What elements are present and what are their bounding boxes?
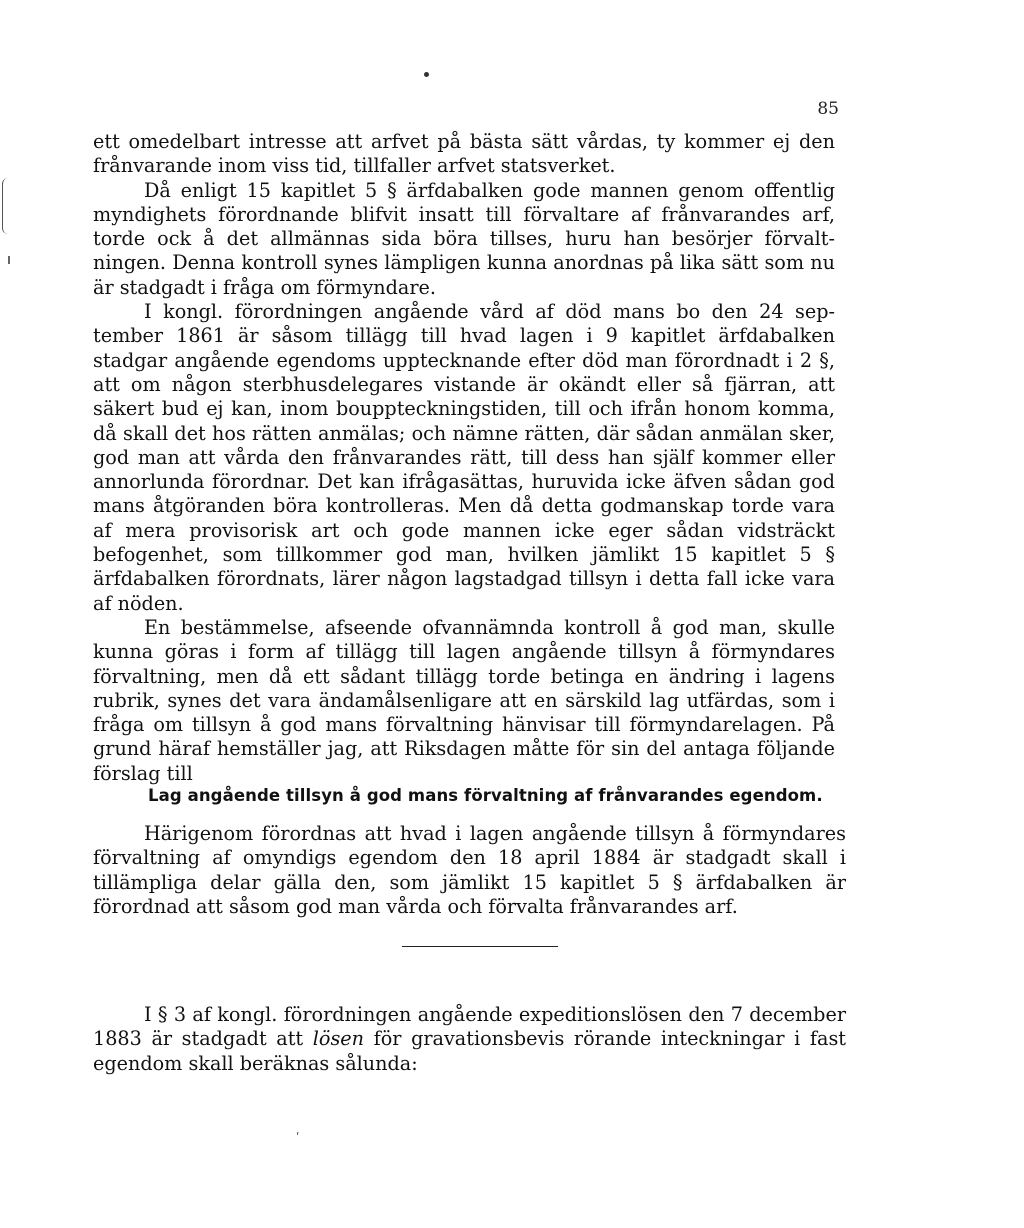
paragraph-1: ett omedelbart intresse att arfvet på bästa sätt vårdas, ty kommer ej den frånvarande inom viss tid, tillfaller arfvet statsverket.: [93, 130, 835, 178]
law-title: Lag angående tillsyn å god mans förvaltning af frånvarandes egendom.: [148, 786, 823, 805]
fee-section: [93, 1003, 846, 1076]
section-divider: [402, 946, 558, 947]
fee-text-after: för gravationsbevis rörande inteckningar i fast egendom skall beräknas sålunda:: [93, 1027, 847, 1075]
main-text: [93, 130, 835, 786]
margin-tick-mark: [8, 256, 10, 264]
paragraph-4: En bestämmelse, afseende ofvannämnda kontroll å god man, skulle kunna göras i form af tillägg till lagen angående tillsyn å förmyndares förvaltning, men då ett sådant tillägg torde betinga en ändring i lagens rubrik, synes det vara ändamålsenligare att en särskild lag utfärdas, som i fråga om tillsyn å god mans förvaltning hänvisar till förmyndarelagen. På grund häraf hemställer jag, att Riksdagen måtte för sin del antaga följande förslag till: [93, 615, 835, 785]
paragraph-3: I kongl. förordningen angående vård af död mans bo den 24 september 1861 är såsom tillägg till hvad lagen i 9 kapitlet ärfdabalken stadgar angående egendoms upptecknande efter död man förordnadt i 2 §, att om någon sterbhusdelegares vistande är okändt eller så fjärran, att säkert bud ej kan, inom bouppteckningstiden, till och ifrån honom komma, då skall det hos rätten anmälas; och nämne rätten, där sådan anmälan sker, god man att vårda den frånvarandes rätt, till dess han själf kommer eller annorlunda förordnar. Det kan ifrågasättas, huruvida icke äfven sådan god mans åtgöranden böra kontrolleras. Men då detta godmanskap torde vara af mera provisorisk art och gode mannen icke eger sådan vidsträckt befogenhet, som tillkommer god man, hvilken jämlikt 15 kapitlet 5 § ärfdabalken förordnats, lärer någon lagstadgad tillsyn i detta fall icke vara af nöden.: [93, 300, 835, 615]
fee-text-italic: lösen: [312, 1027, 365, 1051]
page-number: 85: [817, 99, 839, 119]
law-body: Härigenom förordnas att hvad i lagen angående tillsyn å förmyndares förvaltning af omyndigs egendom den 18 april 1884 är stadgadt skall i tillämpliga delar gälla den, som jämlikt 15 kapitlet 5 § ärfdabalken är förordnad att såsom god man vårda och förvalta frånvarandes arf.: [93, 822, 846, 918]
paragraph-2: Då enligt 15 kapitlet 5 § ärfdabalken gode mannen genom offentlig myndighets förordnande blifvit insatt till förvaltare af frånvarandes arf, torde ock å det allmännas sida böra tillses, huru han besörjer förvaltningen. Denna kontroll synes lämpligen kunna anordnas på lika sätt som nu är stadgadt i fråga om förmyndare.: [93, 178, 835, 299]
law-section: [93, 822, 846, 919]
fee-paragraph: [93, 1003, 846, 1076]
stray-tick-mark: ʹ: [296, 1131, 300, 1145]
fee-text-before: I § 3 af kongl. förordningen angående expeditionslösen den 7 december 1883 är stadgadt att: [93, 1003, 846, 1051]
ink-dot: [424, 72, 429, 77]
margin-bracket-mark: [2, 178, 9, 234]
